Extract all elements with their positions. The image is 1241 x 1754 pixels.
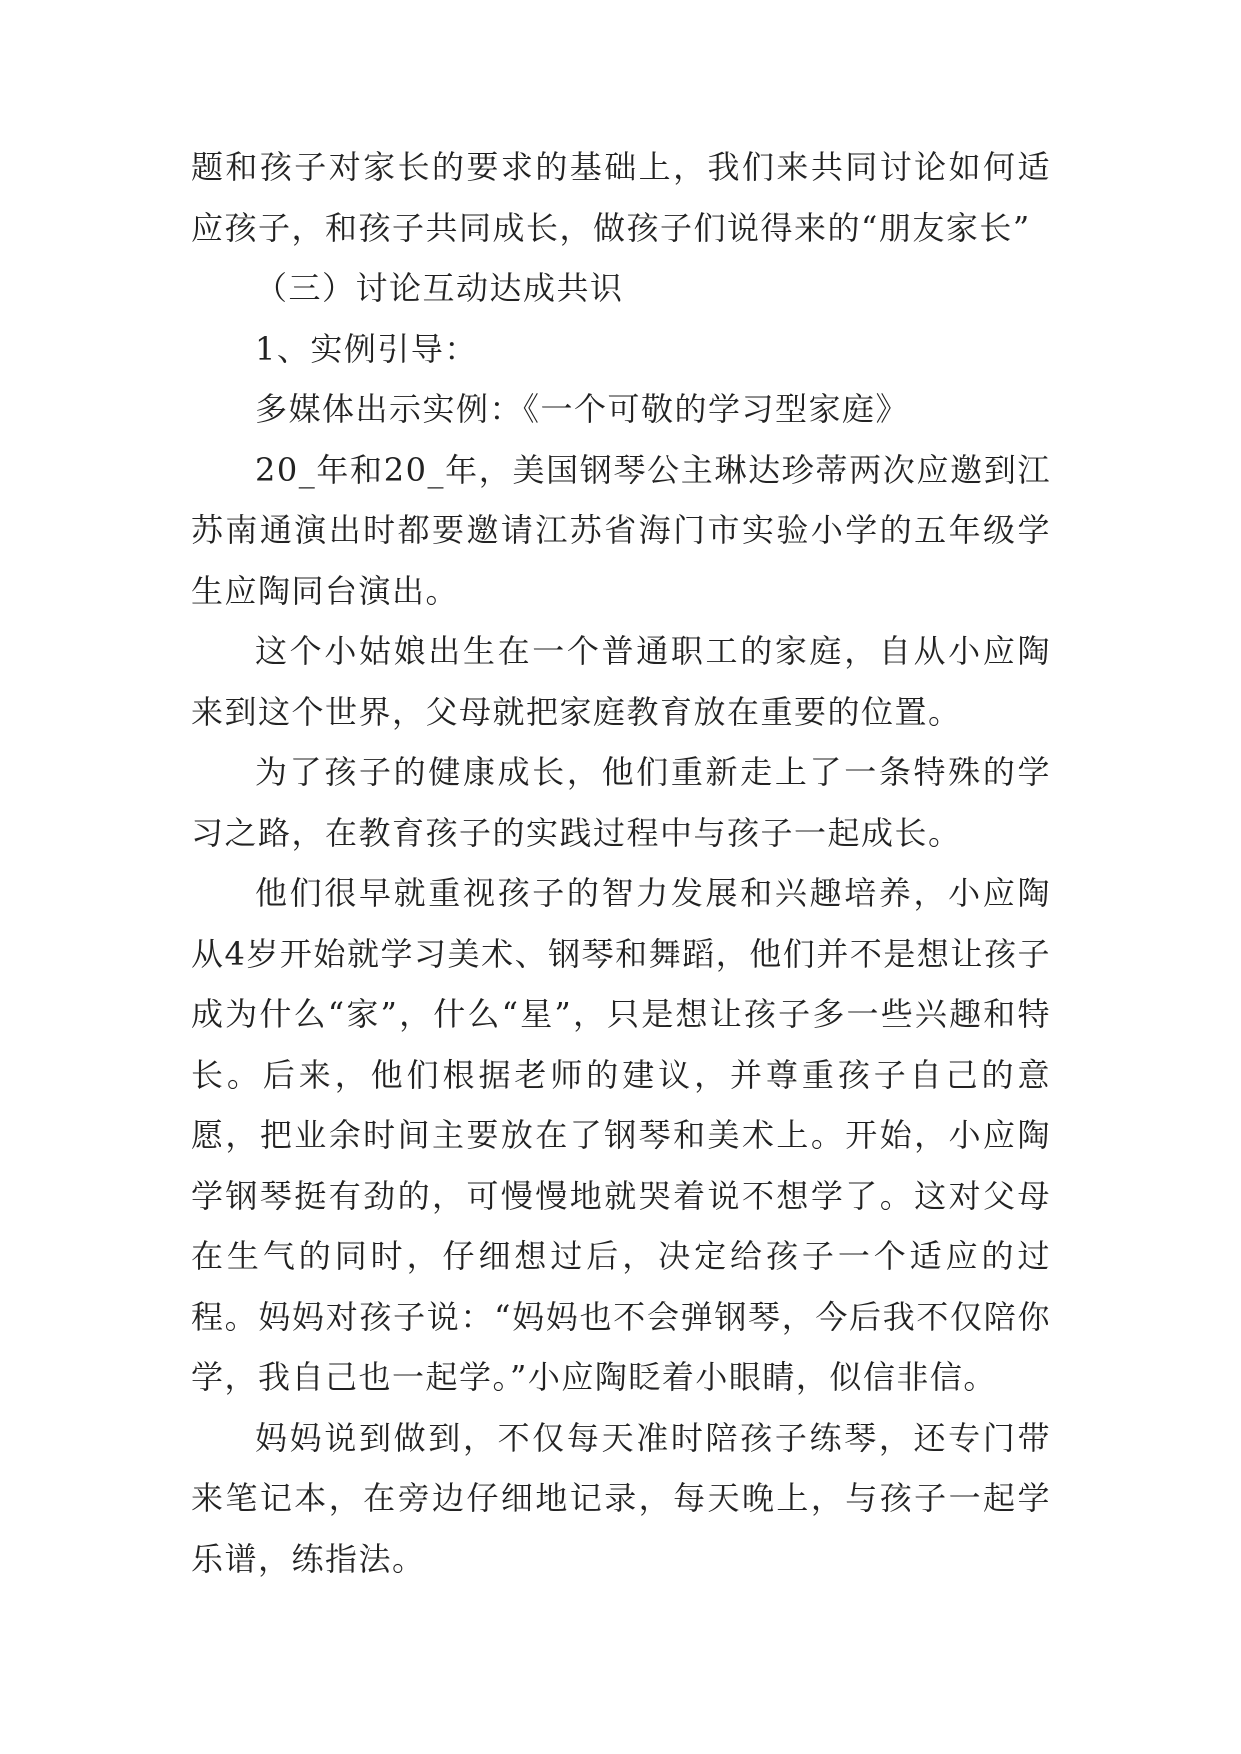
paragraph-learning-path: 为了孩子的健康成长，他们重新走上了一条特殊的学习之路，在教育孩子的实践过程中与孩子一起成长。 bbox=[191, 753, 1051, 852]
paragraph-piano-princess: 20_年和20_年，美国钢琴公主琳达珍蒂两次应邀到江苏南通演出时都要邀请江苏省海门市实验小学的五年级学生应陶同台演出。 bbox=[191, 450, 1051, 610]
paragraph-family-background: 这个小姑娘出生在一个普通职工的家庭，自从小应陶来到这个世界，父母就把家庭教育放在重要的位置。 bbox=[191, 632, 1051, 731]
document-page bbox=[191, 137, 1051, 1589]
subsection-heading-example: 1、实例引导： bbox=[255, 329, 478, 368]
section-heading-discussion: （三）讨论互动达成共识 bbox=[255, 269, 624, 307]
paragraph-continuation: 题和孩子对家长的要求的基础上，我们来共同讨论如何适应孩子，和孩子共同成长，做孩子们说得来的“朋友家长” bbox=[191, 148, 1051, 247]
paragraph-mother-practice: 妈妈说到做到，不仅每天准时陪孩子练琴，还专门带来笔记本，在旁边仔细地记录，每天晚上，与孩子一起学乐谱，练指法。 bbox=[191, 1418, 1051, 1578]
paragraph-multimedia-example: 多媒体出示实例：《一个可敬的学习型家庭》 bbox=[255, 390, 910, 428]
paragraph-interest-training: 他们很早就重视孩子的智力发展和兴趣培养，小应陶从4岁开始就学习美术、钢琴和舞蹈，他们并不是想让孩子成为什么“家”，什么“星”，只是想让孩子多一些兴趣和特长。后来，他们根据老师的建议，并尊重孩子自己的意愿，把业余时间主要放在了钢琴和美术上。开始，小应陶学钢琴挺有劲的，可慢慢地就哭着说不想学了。这对父母在生气的同时，仔细想过后，决定给孩子一个适应的过程。妈妈对孩子说：“妈妈也不会弹钢琴，今后我不仅陪你学，我自己也一起学。”小应陶眨着小眼睛，似信非信。 bbox=[191, 874, 1051, 1396]
